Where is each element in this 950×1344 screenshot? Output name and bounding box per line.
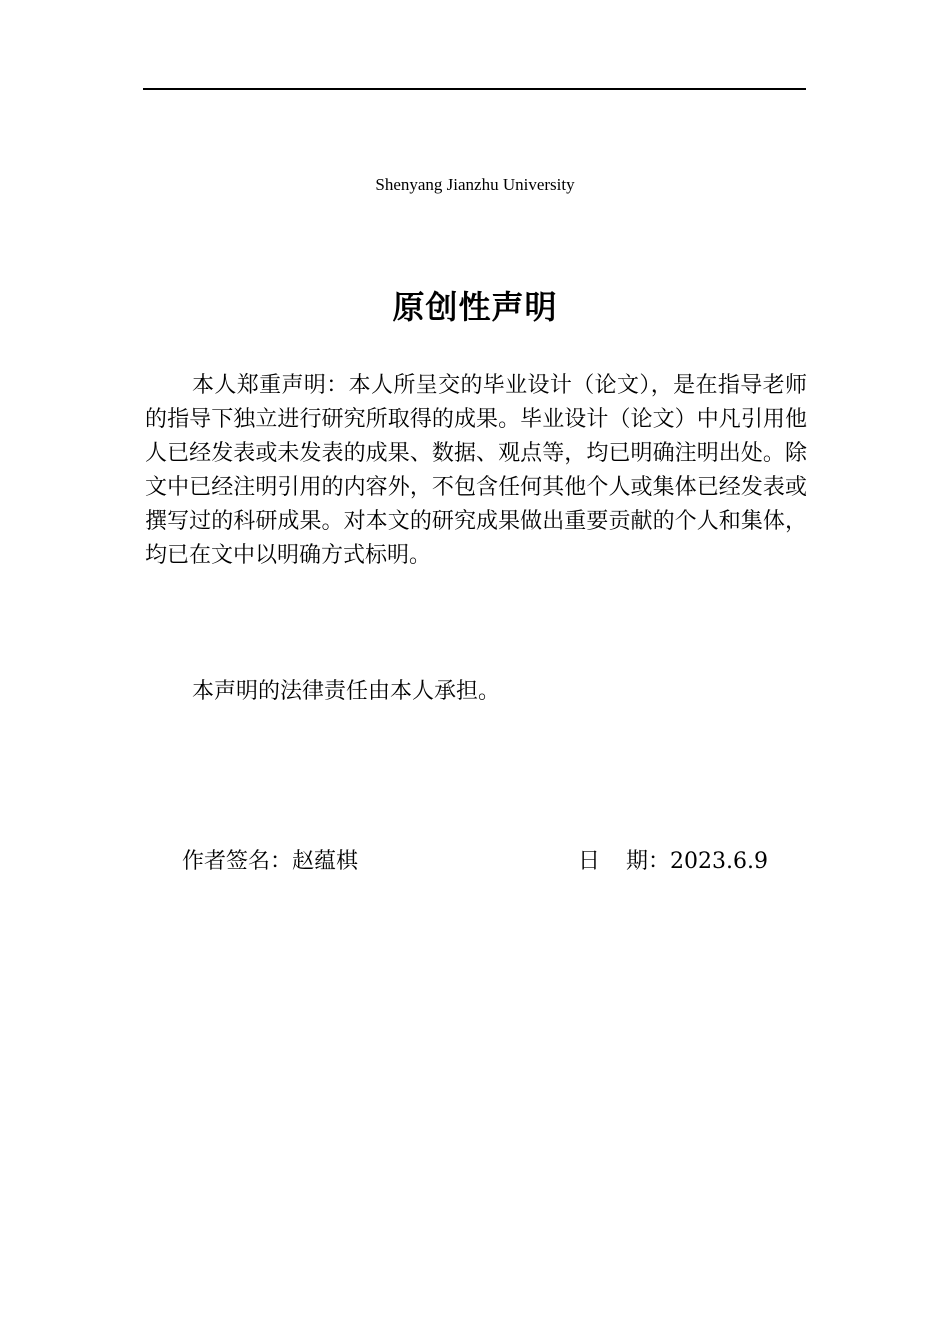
author-name: 赵蕴棋 [292,849,359,874]
declaration-body: 本人郑重声明：本人所呈交的毕业设计（论文），是在指导老师的指导下独立进行研究所取得的成果。毕业设计（论文）中凡引用他人已经发表或未发表的成果、数据、观点等，均已明确注明出处。除文中已经注明引用的内容外，不包含任何其他个人或集体已经发表或撰写过的科研成果。对本文的研究成果做出重要贡献的个人和集体，均已在文中以明确方式标明。 [145,373,807,568]
signature-date [578,845,768,879]
date-label-first: 日 [578,849,601,874]
date-label-second: 期： [626,849,671,874]
header-rule [143,88,806,90]
page-title: 原创性声明 [392,288,558,326]
date-value: 2023.6.9 [670,849,768,874]
author-signature-label: 作者签名： [182,849,293,874]
legal-statement: 本声明的法律责任由本人承担。 [192,679,501,704]
author-signature [182,845,358,879]
university-name: Shenyang Jianzhu University [375,175,575,194]
